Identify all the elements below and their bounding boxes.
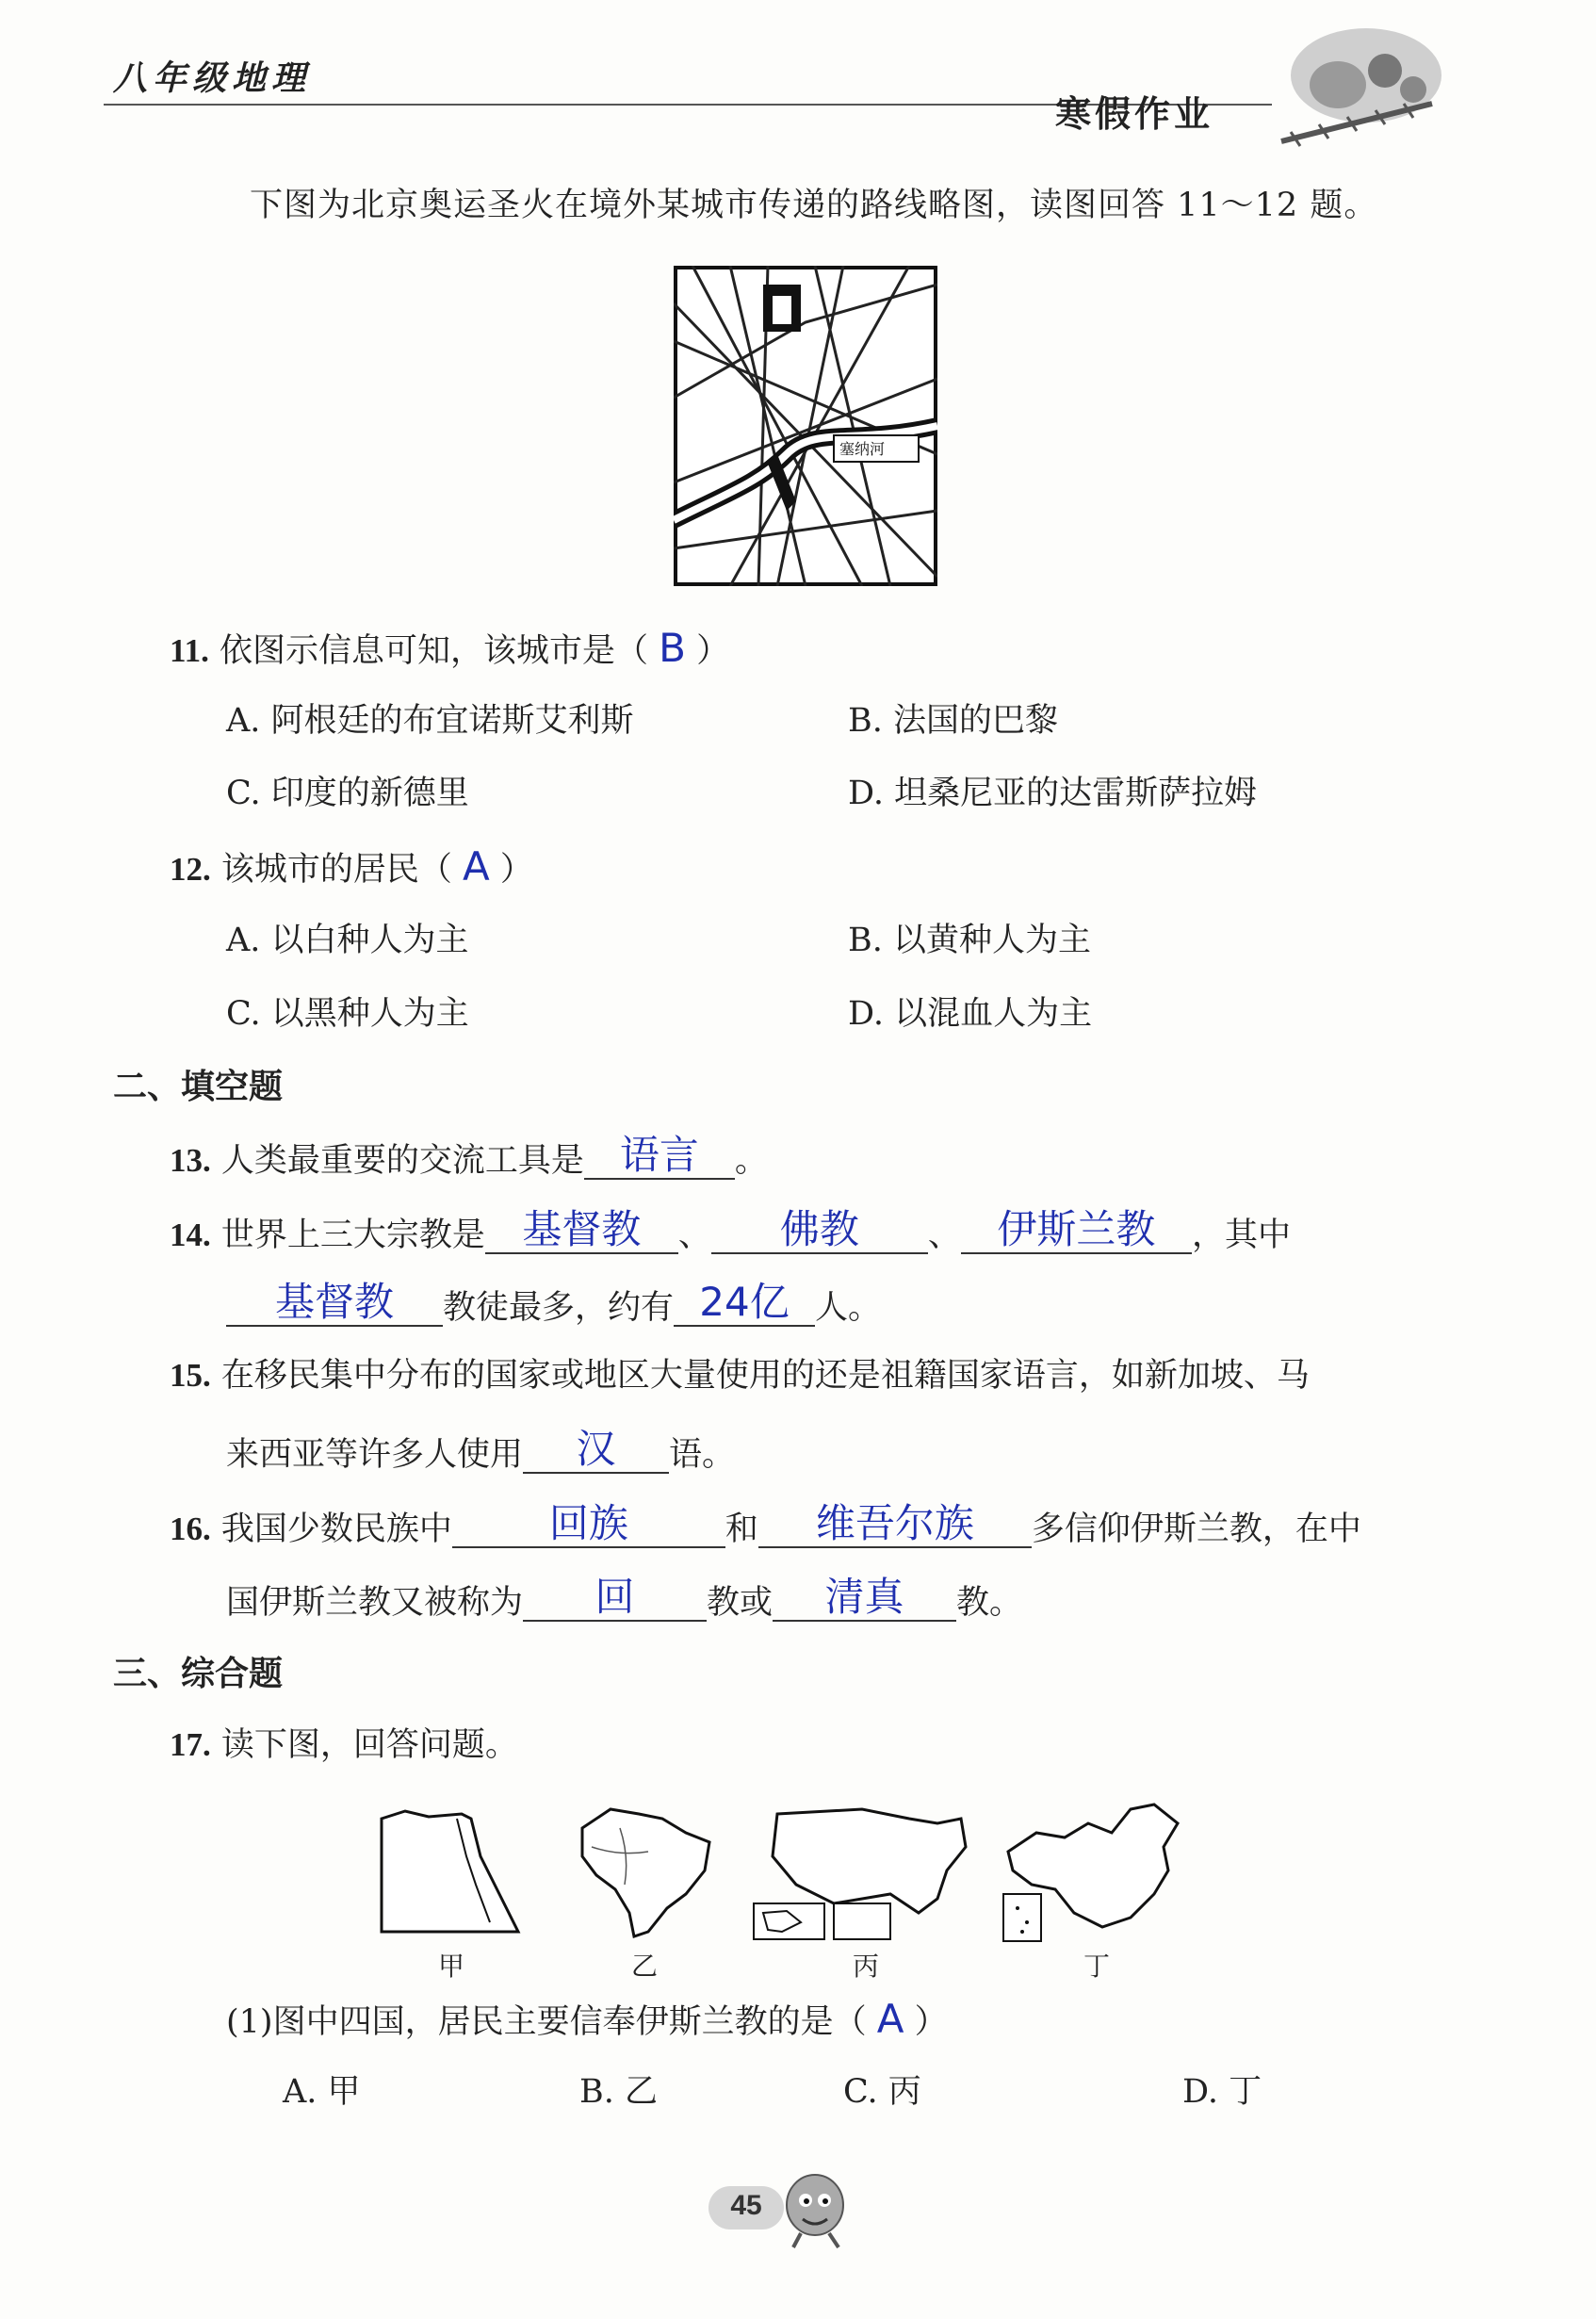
map-caption-jia: 甲: [438, 1951, 465, 1982]
q14-answer-3: 伊斯兰教: [997, 1206, 1156, 1252]
q14-answer-4: 基督教: [274, 1279, 394, 1325]
map-caption-ding: 丁: [1083, 1951, 1111, 1982]
q14-sep-1: 、: [677, 1217, 711, 1254]
q14-pre: 世界上三大宗教是: [220, 1217, 485, 1254]
q17-sub1-answer[interactable]: A: [876, 1996, 904, 2042]
country-map-jia: [377, 1800, 528, 1941]
map-caption-bing: 丙: [853, 1951, 880, 1982]
q15-line1: [170, 1357, 1310, 1395]
q11-option-c[interactable]: C. 印度的新德里: [226, 775, 469, 812]
country-map-yi: [573, 1800, 714, 1941]
q16-line2: [226, 1574, 1023, 1622]
q17-sub1-option-c[interactable]: C. 丙: [843, 2073, 921, 2111]
q14-blank-1[interactable]: [485, 1206, 678, 1254]
q16-answer-2: 维吾尔族: [815, 1500, 974, 1546]
q17-stem-text: 读下图，回答问题。: [220, 1726, 518, 1764]
q14-post-2: 人。: [815, 1289, 882, 1327]
q12-option-b[interactable]: B. 以黄种人为主: [848, 922, 1091, 959]
q16-blank-1[interactable]: [452, 1500, 725, 1548]
mascot-icon: [773, 2167, 857, 2252]
q16-blank-4[interactable]: [773, 1574, 956, 1622]
q14-number: 14.: [170, 1217, 211, 1253]
q11-close: ）: [696, 632, 730, 670]
page-number: 45: [730, 2190, 762, 2221]
q17-sub1-stem: [226, 1996, 948, 2042]
q11-option-d[interactable]: D. 坦桑尼亚的达雷斯萨拉姆: [848, 775, 1258, 812]
q14-sep-2: 、: [927, 1217, 961, 1254]
q12-stem: [170, 843, 533, 890]
q14-blank-5[interactable]: [674, 1279, 815, 1327]
q16-mid-1: 和: [725, 1511, 758, 1548]
q14-blank-2[interactable]: [711, 1206, 928, 1254]
q12-option-a[interactable]: A. 以白种人为主: [226, 922, 469, 959]
q13-answer: 语言: [619, 1132, 699, 1178]
q15-blank[interactable]: [523, 1426, 669, 1474]
q16-answer-1: 回族: [548, 1500, 628, 1546]
country-map-ding: [999, 1795, 1187, 1946]
q12-close: ）: [499, 851, 533, 889]
q16-pre: 我国少数民族中: [220, 1511, 452, 1548]
q12-number: 12.: [170, 851, 211, 888]
q15-pre-2: 来西亚等许多人使用: [226, 1436, 524, 1474]
q14-answer-1: 基督教: [522, 1206, 642, 1252]
q14-answer-2: 佛教: [779, 1206, 859, 1252]
q11-number: 11.: [170, 632, 209, 669]
q14-line1: [170, 1206, 1291, 1254]
q14-post-1: ，其中: [1191, 1217, 1291, 1254]
header-left-title: 八年级地理: [113, 58, 312, 98]
q16-number: 16.: [170, 1511, 211, 1547]
q11-option-a[interactable]: A. 阿根廷的布宜诺斯艾利斯: [226, 702, 634, 740]
section-3-title: 三、综合题: [113, 1654, 284, 1693]
q16-post-1: 多信仰伊斯兰教，在中: [1031, 1511, 1361, 1548]
q16-line1: [170, 1500, 1361, 1548]
q11-answer[interactable]: B: [659, 625, 686, 671]
q17-stem: [170, 1726, 518, 1764]
section-2-title: 二、填空题: [113, 1067, 284, 1106]
q13-pre: 人类最重要的交流工具是: [220, 1142, 584, 1180]
q12-stem-text: 该城市的居民（: [220, 851, 452, 889]
q11-stem-text: 依图示信息可知，该城市是（: [219, 632, 648, 670]
q13: [170, 1132, 768, 1180]
q17-sub1-text: (1)图中四国，居民主要信奉伊斯兰教的是（: [226, 2003, 867, 2041]
q14-line2: [226, 1279, 882, 1327]
q14-answer-5: 24亿: [699, 1279, 790, 1325]
city-route-map: [674, 266, 937, 586]
q16-mid-2: 教或: [707, 1584, 774, 1622]
q17-sub1-close: ）: [914, 2003, 948, 2041]
q12-option-c[interactable]: C. 以黑种人为主: [226, 995, 469, 1033]
q17-sub1-option-b[interactable]: B. 乙: [579, 2073, 658, 2111]
country-map-bing: [749, 1800, 970, 1941]
map-caption-yi: 乙: [631, 1951, 659, 1982]
q13-blank[interactable]: [584, 1132, 735, 1180]
intro-text: 下图为北京奥运圣火在境外某城市传递的路线略图，读图回答 11～12 题。: [250, 187, 1378, 224]
q17-sub1-option-d[interactable]: D. 丁: [1182, 2073, 1262, 2111]
q14-blank-4[interactable]: [226, 1279, 443, 1327]
header-decoration-icon: [1262, 19, 1451, 151]
q16-answer-3: 回: [594, 1574, 635, 1620]
q16-blank-2[interactable]: [758, 1500, 1032, 1548]
q15-line2: [226, 1426, 736, 1474]
q17-number: 17.: [170, 1726, 211, 1763]
q15-number: 15.: [170, 1357, 211, 1394]
map-label-seine: 塞纳河: [839, 440, 886, 458]
q14-blank-3[interactable]: [961, 1206, 1192, 1254]
q13-post: 。: [734, 1142, 768, 1180]
q12-option-d[interactable]: D. 以混血人为主: [848, 995, 1093, 1033]
q16-answer-4: 清真: [824, 1574, 904, 1620]
q15-answer: 汉: [576, 1426, 616, 1472]
q11-stem: [170, 625, 730, 671]
q16-blank-3[interactable]: [523, 1574, 707, 1622]
q11-option-b[interactable]: B. 法国的巴黎: [848, 702, 1058, 740]
q13-number: 13.: [170, 1142, 211, 1179]
q12-answer[interactable]: A: [463, 843, 490, 890]
q15-post-2: 语。: [669, 1436, 736, 1474]
header-right-title: 寒假作业: [1055, 92, 1214, 135]
q16-post-2: 教。: [956, 1584, 1023, 1622]
q15-text-1: 在移民集中分布的国家或地区大量使用的还是祖籍国家语言，如新加坡、马: [220, 1357, 1310, 1395]
q14-mid: 教徒最多，约有: [443, 1289, 675, 1327]
q17-sub1-option-a[interactable]: A. 甲: [283, 2073, 361, 2111]
q16-pre-2: 国伊斯兰教又被称为: [226, 1584, 524, 1622]
